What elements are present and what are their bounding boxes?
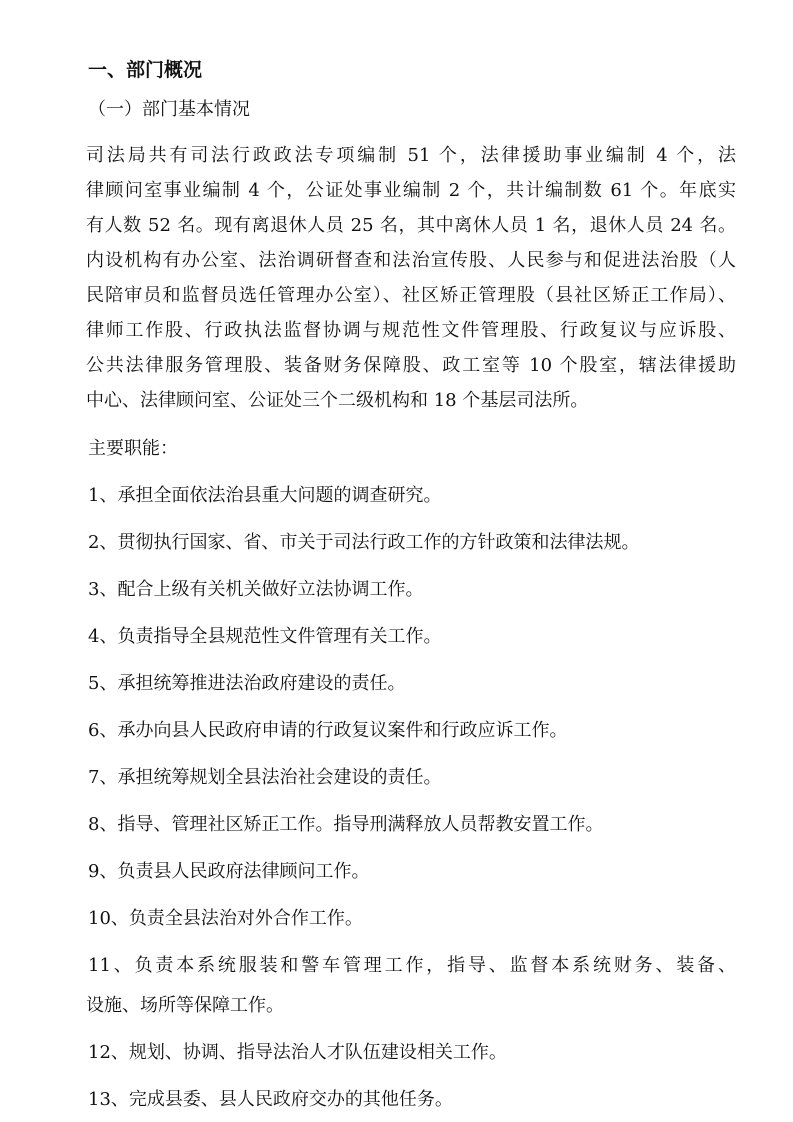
- duty-item: 3、配合上级有关机关做好立法协调工作。: [88, 579, 424, 600]
- duty-item: 6、承办向县人民政府申请的行政复议案件和行政应诉工作。: [88, 720, 568, 741]
- intro-line: 有人数 52 名。现有离退休人员 25 名，其中离休人员 1 名，退休人员 24 名。: [86, 215, 736, 236]
- duty-item: 11、负责本系统服装和警车管理工作，指导、监督本系统财务、装备、: [88, 955, 736, 976]
- duty-item: 8、指导、管理社区矫正工作。指导刑满释放人员帮教安置工作。: [88, 814, 604, 835]
- intro-line: 公共法律服务管理股、装备财务保障股、政工室等 10 个股室，辖法律援助: [86, 355, 736, 376]
- section-heading: 一、部门概况: [88, 59, 203, 81]
- duty-item: 10、负责全县法治对外合作工作。: [88, 908, 363, 929]
- duty-item: 13、完成县委、县人民政府交办的其他任务。: [88, 1089, 453, 1110]
- duty-item: 7、承担统筹规划全县法治社会建设的责任。: [88, 767, 442, 788]
- duty-item: 4、负责指导全县规范性文件管理有关工作。: [88, 626, 442, 647]
- duties-label: 主要职能：: [88, 438, 178, 459]
- duty-item: 5、承担统筹推进法治政府建设的责任。: [88, 673, 406, 694]
- intro-line: 律顾问室事业编制 4 个，公证处事业编制 2 个，共计编制数 61 个。年底实: [86, 180, 736, 201]
- intro-line: 内设机构有办公室、法治调研督查和法治宣传股、人民参与和促进法治股（人: [86, 250, 736, 271]
- duty-item-continuation: 设施、场所等保障工作。: [86, 995, 284, 1016]
- intro-line: 中心、法律顾问室、公证处三个二级机构和 18 个基层司法所。: [86, 390, 589, 411]
- duty-item: 9、负责县人民政府法律顾问工作。: [88, 861, 370, 882]
- duty-item: 12、规划、协调、指导法治人才队伍建设相关工作。: [88, 1042, 507, 1063]
- section-subheading: （一）部门基本情况: [88, 99, 250, 120]
- intro-line: 司法局共有司法行政政法专项编制 51 个，法律援助事业编制 4 个，法: [86, 145, 736, 166]
- intro-line: 民陪审员和监督员选任管理办公室）、社区矫正管理股（县社区矫正工作局）、: [86, 285, 736, 306]
- duty-item: 2、贯彻执行国家、省、市关于司法行政工作的方针政策和法律法规。: [88, 532, 640, 553]
- intro-line: 律师工作股、行政执法监督协调与规范性文件管理股、行政复议与应诉股、: [86, 320, 736, 341]
- duty-item: 1、承担全面依法治县重大问题的调查研究。: [88, 485, 442, 506]
